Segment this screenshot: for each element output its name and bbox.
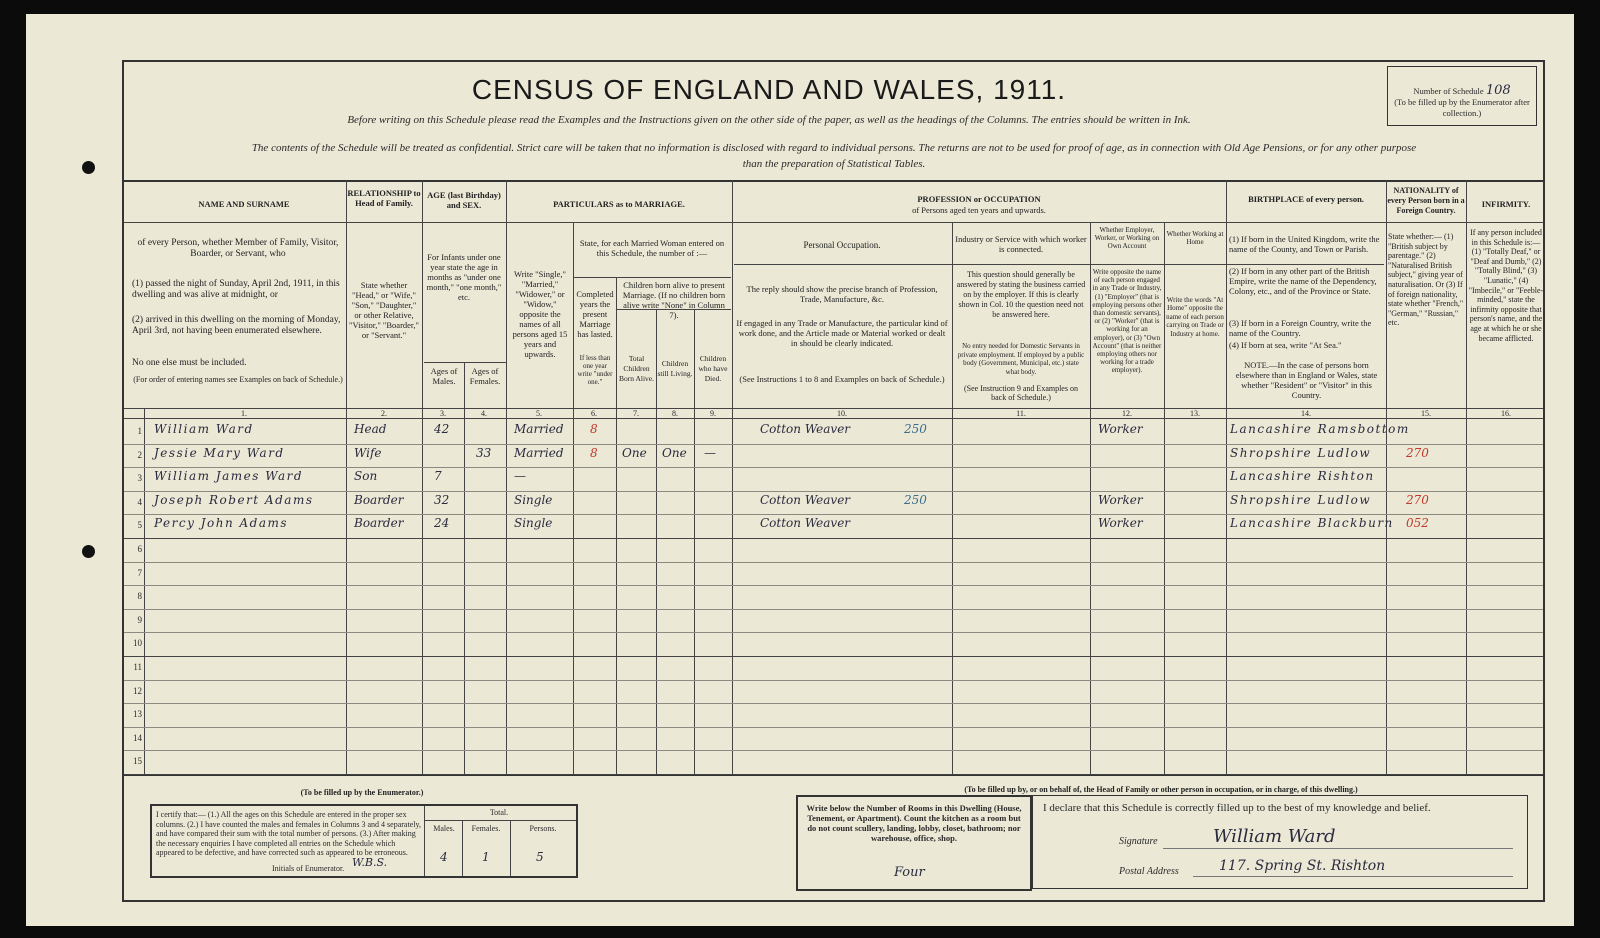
- birthplace-code: 052: [1406, 516, 1429, 531]
- col-industry-note: (See Instruction 9 and Examples on back of Schedule.): [964, 384, 1078, 402]
- col-occupation-desc: The reply should show the precise branch of Profession, Trade, Manufacture, &c.: [746, 284, 938, 304]
- row-number: 8: [137, 591, 142, 602]
- table-row[interactable]: [124, 444, 1543, 468]
- column-number: 9.: [710, 409, 716, 418]
- col-years-note: If less than one year write "under one.": [577, 354, 613, 386]
- divider: [510, 820, 511, 876]
- person-name: Joseph Robert Adams: [154, 492, 314, 507]
- col-industry-desc: This question should generally be answered by stating the business carried on by the employer. If this is clearly shown in Col. 10 the question need not be answered here.: [956, 270, 1086, 319]
- col-relationship-desc: State whether "Head," or "Wife," "Son," "Daughter," or other Relative, "Visitor," "Boarder," or "Servant.": [348, 280, 420, 340]
- divider: [424, 820, 576, 821]
- relationship: Boarder: [354, 492, 404, 507]
- col-personal-occupation: Personal Occupation.: [803, 240, 881, 250]
- row-number: 2: [137, 449, 142, 460]
- divider: [424, 362, 506, 363]
- table-row[interactable]: [124, 491, 1543, 515]
- column-number: 6.: [591, 409, 597, 418]
- col-name-p2: (2) arrived in this dwelling on the morning of Monday, April 3rd, not having been enumerated elsewhere.: [132, 315, 341, 336]
- col-occupation-sub: of Persons aged ten years and upwards.: [912, 205, 1046, 215]
- birthplace: Lancashire Ramsbottom: [1230, 422, 1410, 436]
- column-number: 15.: [1421, 409, 1431, 418]
- rooms-box: [796, 795, 1032, 891]
- relationship: Wife: [354, 445, 382, 460]
- row-number: 6: [137, 544, 142, 554]
- table-row[interactable]: [124, 680, 1543, 704]
- col-children-group: Children born alive to present Marriage. (If no children born alive write "None" in Column 7).: [622, 280, 726, 320]
- persons-total: 5: [536, 850, 544, 864]
- punch-hole: [82, 545, 95, 558]
- divider: [124, 418, 1543, 419]
- marital-status: Married: [514, 422, 564, 436]
- column-number: 11.: [1016, 409, 1026, 418]
- marital-status: Married: [514, 445, 564, 460]
- employment-status: Worker: [1098, 516, 1143, 531]
- column-number: 16.: [1501, 409, 1511, 418]
- head-heading: (To be filled up by, or on behalf of, the Head of Family or other person in occupation, or in charge, of this dwelling.): [964, 785, 1358, 794]
- col-at-home: Whether Working at Home: [1166, 230, 1224, 246]
- col-age-title: AGE (last Birthday) and SEX.: [427, 190, 501, 210]
- col-birthplace-p4: (4) If born at sea, write "At Sea.": [1229, 340, 1342, 350]
- person-name: William Ward: [154, 422, 254, 436]
- row-divider: [124, 774, 1543, 775]
- confidential-text-1: The contents of the Schedule will be treated as confidential. Strict care will be taken that no information is disclosed with regard to individual persons. The returns are not to be used for proof of age, as in connection with Old Age Pensions, or for any other purpose: [251, 142, 1417, 154]
- col-industry-desc2: No entry needed for Domestic Servants in private employment. If employed by a public body (Government, Municipal, etc.) state what body.: [957, 342, 1085, 376]
- marital-status: —: [514, 469, 526, 484]
- table-row[interactable]: [124, 609, 1543, 633]
- column-number: 13.: [1190, 409, 1200, 418]
- column-number: 3.: [440, 409, 446, 418]
- birthplace: Shropshire Ludlow: [1230, 445, 1372, 460]
- row-number: 15: [133, 756, 142, 767]
- column-number: 8.: [672, 409, 678, 418]
- column-number: 14.: [1301, 409, 1311, 418]
- column-number: 10.: [837, 409, 847, 418]
- enumerator-initials-label: Initials of Enumerator.: [272, 864, 345, 873]
- divider: [1193, 876, 1513, 877]
- col-birthplace-p2: (2) If born in any other part of the British Empire, write the name of the Dependency, Colony, etc., and of the Province or State.: [1229, 266, 1377, 296]
- col-name-p1: (1) passed the night of Sunday, April 2nd, 1911, in this dwelling and was alive at midnight, or: [132, 279, 340, 300]
- col-nationality-title: NATIONALITY of every Person born in a Foreign Country.: [1387, 186, 1465, 215]
- col-children-died: Children who have Died.: [698, 354, 728, 383]
- enumerator-box: [150, 804, 578, 878]
- confidential-text-2: than the preparation of Statistical Tables.: [742, 158, 926, 170]
- age-female: 33: [476, 445, 492, 460]
- col-name-p4: (For order of entering names see Examples on back of Schedule.): [133, 375, 343, 384]
- table-row[interactable]: [124, 420, 1543, 444]
- birthplace: Lancashire Blackburn: [1230, 516, 1394, 531]
- col-marriage-title: PARTICULARS as to MARRIAGE.: [553, 199, 685, 209]
- row-number: 4: [137, 496, 142, 507]
- males-total: 4: [440, 850, 448, 864]
- table-row[interactable]: [124, 703, 1543, 727]
- employment-status: Worker: [1098, 422, 1143, 436]
- col-employer: Whether Employer, Worker, or Working on Own Account: [1094, 226, 1160, 250]
- table-row[interactable]: [124, 585, 1543, 609]
- schedule-number-box: [1387, 66, 1537, 126]
- person-name: Percy John Adams: [154, 516, 289, 531]
- relationship: Boarder: [354, 516, 404, 531]
- rooms-text: Write below the Number of Rooms in this Dwelling (House, Tenement, or Apartment). Count the kitchen as a room but do not count scullery, landing, lobby, closet, bathroom; nor warehouse, office, shop.: [806, 803, 1022, 843]
- row-number: 12: [133, 685, 142, 696]
- row-number: 10: [133, 638, 142, 649]
- col-nationality-desc: State whether:— (1) "British subject by parentage." (2) "Naturalised British subject," giving year of naturalisation. Or (3) If of foreign nationality, state whether "French," "German," "Russian," etc.: [1388, 232, 1464, 328]
- age-male: 32: [434, 492, 450, 507]
- rooms-count: Four: [894, 865, 925, 880]
- signature: William Ward: [1213, 826, 1336, 847]
- row-number: 13: [133, 709, 142, 720]
- col-marriage-desc: Write "Single," "Married," "Widower," or "Widow," opposite the names of all persons aged 15 years and upwards.: [512, 269, 568, 359]
- children-born: One: [622, 445, 647, 460]
- birthplace: Lancashire Rishton: [1230, 469, 1375, 484]
- occupation: Cotton Weaver: [760, 492, 851, 507]
- person-name: William James Ward: [154, 469, 304, 484]
- age-male: 24: [434, 516, 450, 531]
- schedule-number-note: (To be filled up by the Enumerator after collection.): [1394, 97, 1530, 118]
- col-birthplace-title: BIRTHPLACE of every person.: [1248, 194, 1364, 204]
- col-children-living: Children still Living.: [657, 359, 693, 378]
- table-row[interactable]: [124, 632, 1543, 656]
- col-years-married: Completed years the present Marriage has lasted.: [576, 289, 614, 339]
- children-living: One: [662, 445, 687, 460]
- divider: [573, 277, 731, 278]
- enumerator-heading: (To be filled up by the Enumerator.): [300, 788, 424, 797]
- col-children-total: Total Children Born Alive.: [619, 354, 654, 383]
- col-birthplace-p3: (3) If born in a Foreign Country, write the name of the Country.: [1229, 318, 1372, 338]
- col-name-desc: of every Person, whether Member of Family, Visitor, Boarder, or Servant, who: [137, 238, 339, 259]
- signature-label: Signature: [1119, 836, 1158, 847]
- enumerator-initials: W.B.S.: [352, 856, 388, 869]
- birthplace-code: 270: [1406, 445, 1429, 460]
- females-total: 1: [482, 850, 490, 864]
- table-row[interactable]: [124, 727, 1543, 751]
- col-occupation-desc2: If engaged in any Trade or Manufacture, the particular kind of work done, and the Article made or Material worked or dealt in should be clearly indicated.: [736, 318, 948, 348]
- col-age-males: Ages of Males.: [430, 366, 458, 386]
- occupation: Cotton Weaver: [760, 422, 851, 436]
- census-schedule: [26, 14, 1574, 926]
- column-number: 4.: [481, 409, 487, 418]
- marital-status: Single: [514, 492, 553, 507]
- column-number: 2.: [381, 409, 387, 418]
- col-age-females: Ages of Females.: [469, 366, 501, 386]
- column-number: 12.: [1122, 409, 1132, 418]
- col-occupation-note: (See Instructions 1 to 8 and Examples on back of Schedule.): [739, 374, 945, 384]
- table-row[interactable]: [124, 514, 1543, 538]
- col-at-home-desc: Write the words "At Home" opposite the name of each person carrying on Trade or Industry at home.: [1166, 296, 1224, 338]
- col-married-woman-group: State, for each Married Woman entered on this Schedule, the number of :—: [579, 238, 725, 258]
- col-name-title: NAME AND SURNAME: [198, 199, 290, 209]
- table-row[interactable]: [124, 656, 1543, 680]
- col-occupation-title: PROFESSION or OCCUPATION: [917, 194, 1041, 204]
- enumerator-certify: I certify that:— (1.) All the ages on this Schedule are entered in the proper sex columns. (2.) I have counted the males and females in Columns 3 and 4 separately, and have compared their sum with the total number of persons. (3.) After making the necessary enquiries I have completed all entries on the Schedule which appeared to be defective, and have corrected such as appeared to be erroneous.: [156, 810, 421, 857]
- col-employer-desc: Write opposite the name of each person engaged in any Trade or Industry, (1) "Employer" (that is employing persons other than domestic servants), or (2) "Worker" (that is working for an employer), or (3) "Own Account" (that is neither employing others nor working for a trade employer).: [1092, 268, 1162, 375]
- employment-status: Worker: [1098, 492, 1143, 507]
- table-row[interactable]: [124, 562, 1543, 586]
- instructions-text: Before writing on this Schedule please read the Examples and the Instructions given on the other side of the paper, as well as the headings of the Columns. The entries should be written in Ink.: [347, 114, 1191, 126]
- declaration-text: I declare that this Schedule is correctly filled up to the best of my knowledge and belief.: [1043, 802, 1431, 814]
- person-name: Jessie Mary Ward: [154, 445, 285, 460]
- postal-address: 117. Spring St. Rishton: [1219, 858, 1386, 874]
- col-industry: Industry or Service with which worker is connected.: [955, 234, 1087, 254]
- divider: [734, 264, 1384, 265]
- column-number: 5.: [536, 409, 542, 418]
- marital-status: Single: [514, 516, 553, 531]
- divider: [1163, 848, 1513, 849]
- divider: [124, 222, 1543, 223]
- schedule-number-label: Number of Schedule: [1413, 86, 1484, 96]
- table-row[interactable]: [124, 538, 1543, 562]
- col-name-p3: No one else must be included.: [132, 358, 247, 368]
- years-married: 8: [590, 422, 598, 436]
- occupation-code: 250: [904, 492, 927, 507]
- divider: [462, 820, 463, 876]
- occupation-code: 250: [904, 422, 927, 436]
- females-label: Females.: [471, 824, 501, 833]
- row-number: 1: [137, 426, 142, 436]
- children-died: —: [704, 445, 716, 460]
- males-label: Males.: [433, 824, 455, 833]
- birthplace-code: 270: [1406, 492, 1429, 507]
- punch-hole: [82, 161, 95, 174]
- row-number: 14: [133, 732, 142, 743]
- divider: [124, 180, 1543, 182]
- row-number: 5: [137, 520, 142, 531]
- schedule-frame: [122, 60, 1545, 902]
- row-number: 11: [133, 662, 142, 672]
- occupation: Cotton Weaver: [760, 516, 851, 531]
- age-male: 42: [434, 422, 450, 436]
- col-birthplace-p1: (1) If born in the United Kingdom, write the name of the County, and Town or Parish.: [1229, 234, 1380, 254]
- col-infirmity-title: INFIRMITY.: [1481, 199, 1531, 209]
- relationship: Head: [354, 422, 387, 436]
- row-number: 9: [137, 614, 142, 625]
- schedule-number: 108: [1485, 83, 1511, 98]
- page-title: CENSUS OF ENGLAND AND WALES, 1911.: [471, 74, 1067, 105]
- relationship: Son: [354, 469, 378, 484]
- col-infirmity-desc: If any person included in this Schedule is:— (1) "Totally Deaf," or "Deaf and Dumb," (2) "Totally Blind," (3) "Lunatic," (4) "Imbecile," or "Feeble-minded," state the infirmity opposite that person's name, and the age at which he or she became afflicted.: [1468, 228, 1544, 343]
- declaration-box: [1032, 795, 1528, 889]
- row-number: 3: [137, 473, 142, 484]
- col-birthplace-note: NOTE.—In the case of persons born elsewhere than in England or Wales, state whether "Resident" or "Visitor" in this Country.: [1235, 360, 1378, 400]
- age-male: 7: [434, 469, 442, 484]
- address-label: Postal Address: [1119, 866, 1179, 877]
- years-married: 8: [590, 445, 598, 460]
- table-row[interactable]: [124, 750, 1543, 774]
- persons-label: Persons.: [529, 824, 557, 833]
- table-row[interactable]: [124, 467, 1543, 491]
- col-relationship-title: RELATIONSHIP to Head of Family.: [347, 188, 421, 208]
- row-number: 7: [137, 567, 142, 578]
- column-number: 1.: [241, 409, 247, 418]
- total-label: Total.: [489, 808, 509, 817]
- column-number: 7.: [633, 409, 639, 418]
- birthplace: Shropshire Ludlow: [1230, 492, 1372, 507]
- col-age-desc: For Infants under one year state the age in months as "under one month," "one month," etc.: [426, 252, 502, 302]
